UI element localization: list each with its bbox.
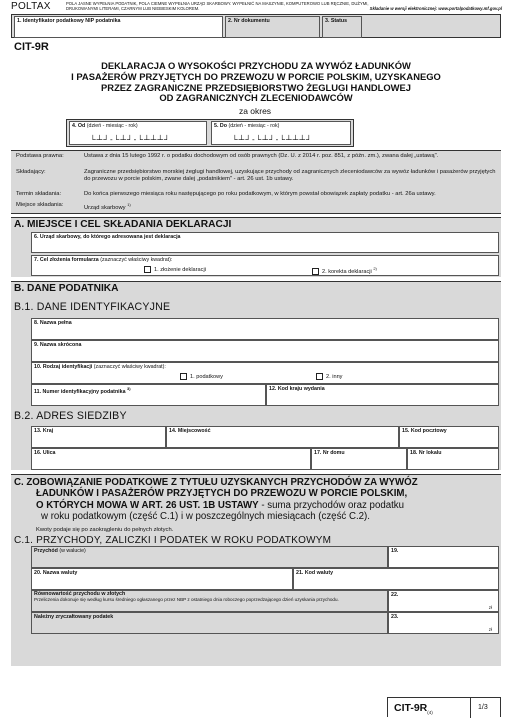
form-purpose-field: 7. Cel złożenia formularza (zaznaczyć właściwy kwadrat): 1. złożenie deklaracji 2. korekta deklaracji $^{2)}$	[31, 255, 499, 276]
header-note-line2: DRUKOWANYMI LITERAMI, CZARNYM LUB NIEBIESKIM KOLOREM. Składanie w wersji elektronicznej: www.portalpodatkowy.mf.gov.pl	[66, 6, 502, 11]
checkbox-correction[interactable]	[312, 268, 319, 275]
short-name-field[interactable]: 9. Nazwa skrócona	[31, 340, 499, 362]
id-number-field[interactable]: 11. Numer identyfikacyjny podatnika $^{3)}$	[31, 384, 266, 406]
deadline-text: Do końca pierwszego miesiąca roku następującego po roku podatkowym, w którym powstał obowiązek zapłaty podatku - art. 26a ustawy.	[84, 191, 436, 197]
tax-office-field[interactable]: 6. Urząd skarbowy, do którego adresowana jest deklaracja	[31, 232, 499, 253]
rounding-note: Kwoty podaje się po zaokrągleniu do pełnych złotych.	[36, 527, 174, 533]
section-a-header: A. MIEJSCE I CEL SKŁADANIA DEKLARACJI	[11, 217, 501, 231]
place-label: Miejsce składania:	[16, 202, 64, 208]
place-text: Urząd skarbowy $^{1)}$	[84, 202, 131, 211]
legal-basis-text: Ustawa z dnia 15 lutego 1992 r. o podatku dochodowym od osób prawnych (Dz. U. z 2014 r. poz. 851, z późn. zm.), zwana dalej „ustawą".	[84, 153, 439, 159]
country-code-field[interactable]: 12. Kod kraju wydania	[266, 384, 499, 406]
pln-equivalent-hint: Przeliczenia dokonuje się według kursu średniego ogłaszanego przez NBP z ostatniego dnia roboczego poprzedzającego dzień uzyskania przychodu.	[34, 597, 339, 602]
electronic-filing-note: Składanie w wersji elektronicznej: www.portalpodatkowy.mf.gov.pl	[369, 6, 502, 11]
period-from-field[interactable]: 4. Od (dzień - miesiąc - rok) └┴┘-└┴┘-└┴┴┴┘	[69, 121, 207, 145]
postal-code-field[interactable]: 15. Kod pocztowy	[399, 426, 499, 448]
section-c-line1: C. ZOBOWIĄZANIE PODATKOWE Z TYTUŁU UZYSKANYCH PRZYCHODÓW ZA WYWÓZ	[14, 477, 418, 488]
option-tax-id[interactable]: 1. podatkowy	[180, 373, 223, 380]
status-field: 3. Status	[322, 16, 362, 38]
option-correction[interactable]: 2. korekta deklaracji $^{2)}$	[312, 266, 377, 275]
checkbox-other-id[interactable]	[316, 373, 323, 380]
form-code: CIT-9R	[14, 41, 49, 53]
apartment-number-field[interactable]: 18. Nr lokalu	[407, 448, 499, 470]
checkbox-tax-id[interactable]	[180, 373, 187, 380]
title-line2: I PASAŻERÓW PRZYJĘTYCH DO PRZEWOZU W PORCIE POLSKIM, UZYSKANEGO	[71, 70, 441, 82]
page-number: 1/3	[478, 704, 488, 711]
document-number-field: 2. Nr dokumentu	[225, 16, 320, 38]
income-field-19[interactable]: 19.	[388, 546, 499, 568]
header-note	[66, 1, 502, 11]
footer-form-code: CIT-$9R_{(4)}$	[394, 702, 433, 716]
tax-due-label: Należny zryczałtowany podatek	[31, 612, 388, 634]
identification-type-field: 10. Rodzaj identyfikacji (zaznaczyć właściwy kwadrat): 1. podatkowy 2. inny	[31, 362, 499, 384]
checkbox-submission[interactable]	[144, 266, 151, 273]
section-b-header: B. DANE PODATNIKA	[11, 281, 501, 295]
footer-box	[387, 697, 501, 717]
subsection-b2-header: B.2. ADRES SIEDZIBY	[14, 410, 127, 422]
form-title	[11, 61, 501, 104]
full-name-field[interactable]: 8. Nazwa pełna	[31, 318, 499, 340]
date-from-placeholder: └┴┘-└┴┘-└┴┴┴┘	[90, 135, 171, 144]
currency-pln-unit-1: zł	[488, 605, 492, 610]
brand-logo: POLTAX	[11, 1, 51, 12]
income-label-cell: Przychód (w walucie)	[31, 546, 388, 568]
option-other-id[interactable]: 2. inny	[316, 373, 342, 380]
country-field[interactable]: 13. Kraj	[31, 426, 166, 448]
currency-code-field[interactable]: 21. Kod waluty	[293, 568, 499, 590]
subsection-c1-header: C.1. PRZYCHODY, ZALICZKI I PODATEK W ROKU PODATKOWYM	[14, 535, 332, 546]
section-c-line4: w roku podatkowym (część C.1) i w poszczególnych miesiącach (część C.2).	[41, 511, 370, 523]
city-field[interactable]: 14. Miejscowość	[166, 426, 399, 448]
footer-divider	[470, 698, 471, 718]
pln-equivalent-field-22[interactable]: 22. zł	[388, 590, 499, 612]
deadline-label: Termin składania:	[16, 191, 62, 197]
currency-pln-unit-2: zł	[488, 627, 492, 632]
title-line1: DEKLARACJA O WYSOKOŚCI PRZYCHODU ZA WYWÓZ ŁADUNKÓW	[101, 60, 411, 71]
title-line3: PRZEZ ZAGRANICZNE PRZEDSIĘBIORSTWO ŻEGLUGI HANDLOWEJ	[101, 81, 411, 93]
legal-basis-label: Podstawa prawna:	[16, 153, 64, 159]
tax-due-field-23[interactable]: 23. zł	[388, 612, 499, 634]
title-line4: OD ZAGRANICZNYCH ZLECENIODAWCÓW	[159, 92, 353, 104]
footer-version: (4)	[427, 710, 433, 716]
option-submission[interactable]: 1. złożenie deklaracji	[144, 266, 206, 273]
section-c-line3: O KTÓRYCH MOWA W ART. 26 UST. 1B USTAWY - suma przychodów oraz podatku	[36, 499, 405, 511]
period-to-field[interactable]: 5. Do (dzień - miesiąc - rok) └┴┘-└┴┘-└┴┴┴┘	[211, 121, 351, 145]
header-box	[11, 14, 501, 38]
filers-text: Zagraniczne przedsiębiorstwo morskiej żeglugi handlowej, uzyskujące przychody od zagranicznych zleceniodawców za wywóz ładunków i pasażerów przyjętych do przewozu w porcie polskim, zwane dalej „podatnikiem" - art. 26 ust. 1b ustawy.	[84, 169, 496, 182]
period-label: za okres	[238, 106, 272, 116]
header-note-line1: POLA JASNE WYPEŁNIA PODATNIK, POLA CIEMNE WYPEŁNIA URZĄD SKARBOWY. WYPEŁNIĆ NA MASZYNIE, KOMPUTEROWO LUB RĘCZNIE, DUŻYMI,	[66, 1, 369, 6]
subsection-b1-header: B.1. DANE IDENTYFIKACYJNE	[14, 301, 171, 313]
section-c-line2: ŁADUNKÓW I PASAŻERÓW PRZYJĘTYCH DO PRZEWOZU W PORCIE POLSKIM,	[36, 488, 408, 500]
currency-name-field[interactable]: 20. Nazwa waluty	[31, 568, 293, 590]
section-a-body	[11, 231, 501, 277]
pln-equivalent-label: Równowartość przychodu w złotych Przeliczenia dokonuje się według kursu średniego ogłaszanego przez NBP z ostatniego dnia roboczego poprzedzającego dzień uzyskania przychodu.	[31, 590, 388, 612]
section-c-title	[11, 477, 501, 523]
filers-label: Składający:	[16, 169, 46, 175]
period-box	[66, 119, 354, 147]
street-field[interactable]: 16. Ulica	[31, 448, 311, 470]
date-to-placeholder: └┴┘-└┴┘-└┴┴┴┘	[232, 135, 313, 144]
house-number-field[interactable]: 17. Nr domu	[311, 448, 407, 470]
nip-field[interactable]: 1. Identyfikator podatkowy NIP podatnika	[14, 16, 223, 38]
